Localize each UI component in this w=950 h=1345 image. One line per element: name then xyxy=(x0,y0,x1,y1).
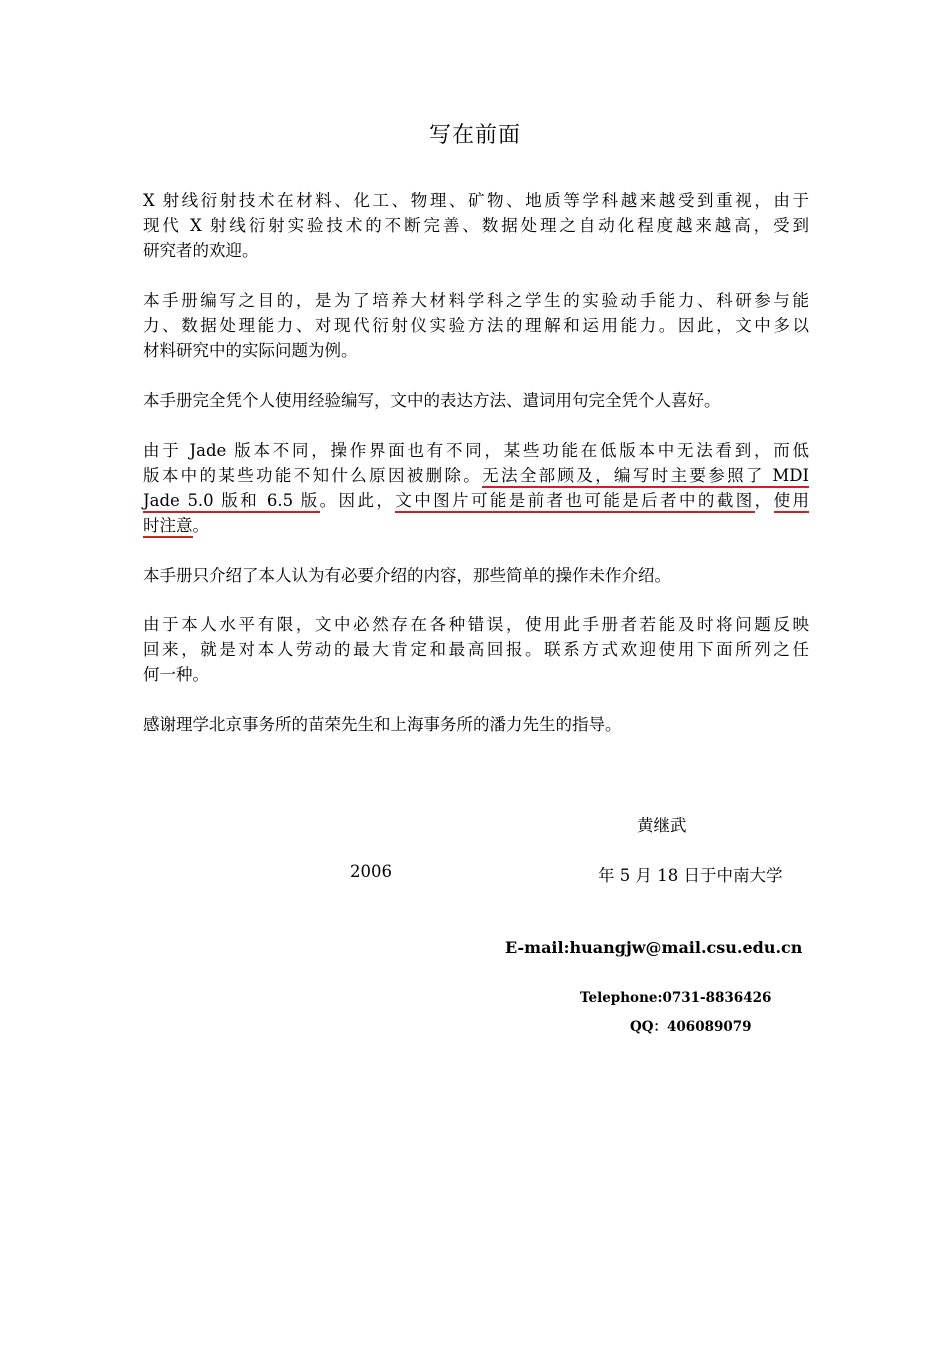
paragraph-line: 本手册只介绍了本人认为有必要介绍的内容，那些简单的操作未作介绍。 xyxy=(143,566,671,585)
underlined-text: 无法全部顾及，编写时主要参照了 MDI xyxy=(482,466,809,488)
paragraph-line: 现代 X 射线衍射实验技术的不断完善、数据处理之自动化程度越来越高，受到 xyxy=(143,216,809,235)
text-segment: 版本中的某些功能不知什么原因被删除。 xyxy=(143,466,483,485)
paragraph-line: X 射线衍射技术在材料、化工、物理、矿物、地质等学科越来越受到重视，由于 xyxy=(143,191,809,210)
paragraph-purpose xyxy=(143,288,809,363)
underlined-text: Jade 5.0 版和 6.5 版 xyxy=(143,491,320,513)
signature-date: 年 5 月 18 日于中南大学 xyxy=(598,866,783,885)
paragraph-line xyxy=(143,513,809,538)
paragraph-line: 本手册编写之目的，是为了培养大材料学科之学生的实验动手能力、科研参与能 xyxy=(143,291,809,310)
paragraph-line: 何一种。 xyxy=(143,665,209,684)
page-title: 写在前面 xyxy=(428,123,521,148)
underlined-text: 使用 xyxy=(774,491,809,513)
paragraph-line: 研究者的欢迎。 xyxy=(143,241,259,260)
underlined-text: 时注意 xyxy=(143,516,193,538)
paragraph-line: 回来，就是对本人劳动的最大肯定和最高回报。联系方式欢迎使用下面所列之任 xyxy=(143,640,809,659)
signature-year: 2006 xyxy=(350,862,392,881)
text-segment: 。因此， xyxy=(319,491,396,510)
paragraph-line: 材料研究中的实际问题为例。 xyxy=(143,341,358,360)
paragraph-line xyxy=(143,463,809,488)
paragraph-line xyxy=(143,488,809,513)
paragraph-thanks xyxy=(143,712,809,737)
contact-telephone: Telephone:0731-8836426 xyxy=(580,990,772,1006)
paragraph-versions xyxy=(143,438,809,538)
paragraph-scope xyxy=(143,563,809,588)
underlined-text: 文中图片可能是前者也可能是后者中的截图 xyxy=(395,491,754,513)
paragraph-style xyxy=(143,388,809,413)
author-name: 黄继武 xyxy=(637,816,687,835)
text-segment: ， xyxy=(754,491,774,510)
paragraph-line: 由于本人水平有限，文中必然存在各种错误，使用此手册者若能及时将问题反映 xyxy=(143,615,809,634)
paragraph-intro xyxy=(143,188,809,263)
paragraph-errors xyxy=(143,612,809,687)
paragraph-line: 本手册完全凭个人使用经验编写，文中的表达方法、遣词用句完全凭个人喜好。 xyxy=(143,391,721,410)
contact-qq: QQ：406089079 xyxy=(630,1019,752,1035)
paragraph-line: 由于 Jade 版本不同，操作界面也有不同，某些功能在低版本中无法看到，而低 xyxy=(143,441,809,460)
paragraph-line: 感谢理学北京事务所的苗荣先生和上海事务所的潘力先生的指导。 xyxy=(143,715,622,734)
text-segment: 。 xyxy=(192,516,209,535)
paragraph-line: 力、数据处理能力、对现代衍射仪实验方法的理解和运用能力。因此，文中多以 xyxy=(143,316,809,335)
contact-email: E-mail:huangjw@mail.csu.edu.cn xyxy=(505,938,803,957)
